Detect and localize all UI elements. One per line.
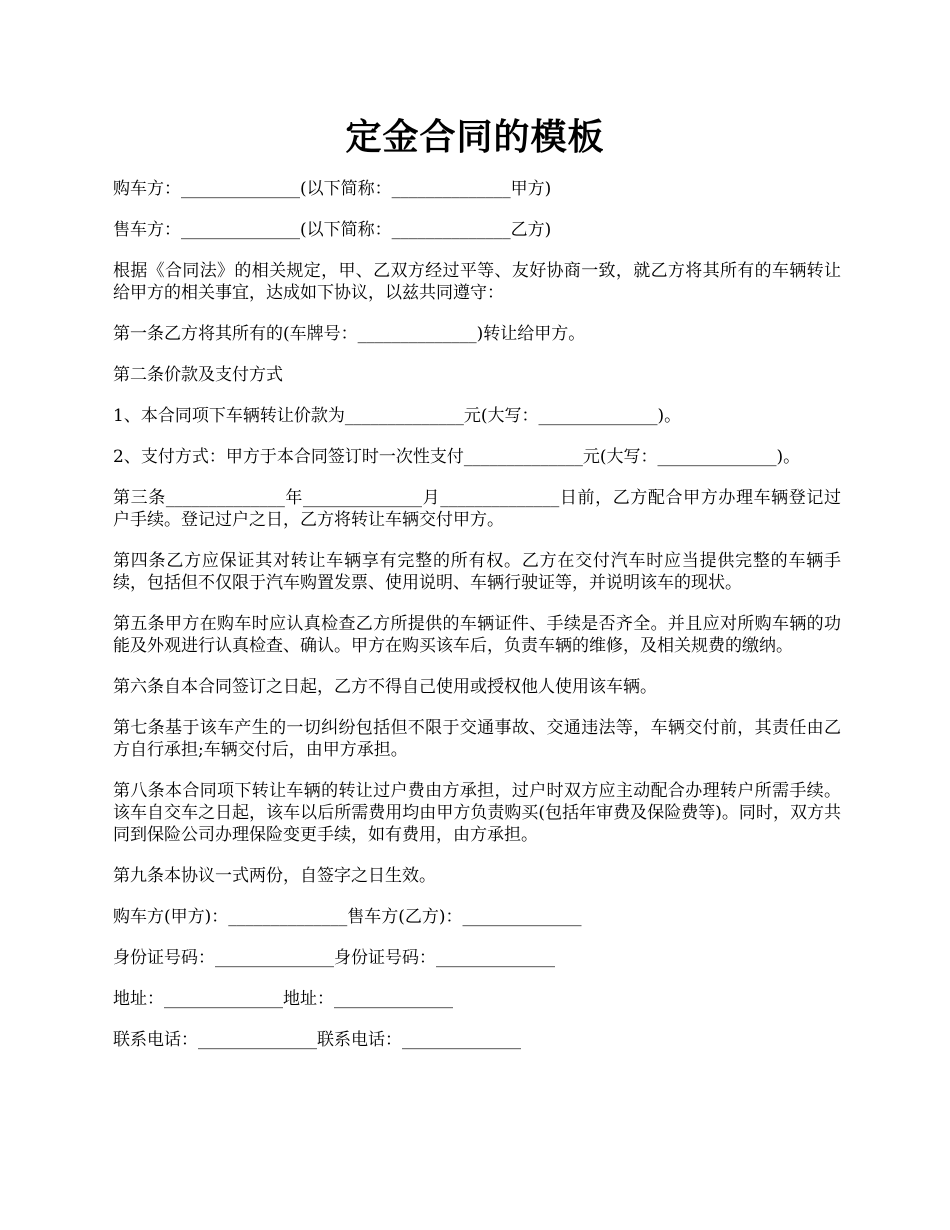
buyer-line: 购车方：______________(以下简称：______________甲方) [113,179,552,199]
article-3: 第三条______________年______________月______________日前，乙方配合甲方办理车辆登记过户手续。登记过户之日，乙方将转让车辆交付甲方。 [113,488,841,530]
signature-line-addresses: 地址：______________地址：______________ [113,989,453,1009]
article-5: 第五条甲方在购车时应认真检查乙方所提供的车辆证件、手续是否齐全。并且应对所购车辆的功能及外观进行认真检查、确认。甲方在购买该车后，负责车辆的维修，及相关规费的缴纳。 [113,614,841,656]
article-2-item-1: 1、本合同项下车辆转让价款为______________元(大写：______________)。 [113,406,682,426]
document-title: 定金合同的模板 [345,116,605,158]
article-9: 第九条本协议一式两份，自签字之日生效。 [113,866,436,886]
article-8: 第八条本合同项下转让车辆的转让过户费由方承担，过户时双方应主动配合办理转户所需手续。该车自交车之日起，该车以后所需费用均由甲方负责购买(包括年审费及保险费等)。同时，双方共同到保险公司办理保险变更手续，如有费用，由方承担。 [113,781,841,845]
document-body [113,178,841,1070]
article-6: 第六条自本合同签订之日起，乙方不得自己使用或授权他人使用该车辆。 [113,677,657,697]
article-7: 第七条基于该车产生的一切纠纷包括但不限于交通事故、交通违法等，车辆交付前，其责任由乙方自行承担;车辆交付后，由甲方承担。 [113,718,841,760]
article-2-heading: 第二条价款及支付方式 [113,365,283,385]
article-2-item-2: 2、支付方式：甲方于本合同签订时一次性支付______________元(大写：______________)。 [113,447,801,467]
signature-line-id-numbers: 身份证号码：______________身份证号码：______________ [113,948,555,968]
article-4: 第四条乙方应保证其对转让车辆享有完整的所有权。乙方在交付汽车时应当提供完整的车辆手续，包括但不仅限于汽车购置发票、使用说明、车辆行驶证等，并说明该车的现状。 [113,551,841,593]
preamble-paragraph: 根据《合同法》的相关规定，甲、乙双方经过平等、友好协商一致，就乙方将其所有的车辆转让给甲方的相关事宜，达成如下协议，以兹共同遵守： [113,261,841,303]
signature-line-phones: 联系电话：______________联系电话：______________ [113,1030,521,1050]
article-1: 第一条乙方将其所有的(车牌号：______________)转让给甲方。 [113,324,586,344]
signature-line-parties: 购车方(甲方)：______________售车方(乙方)：______________ [113,907,582,927]
seller-line: 售车方：______________(以下简称：______________乙方) [113,220,552,240]
